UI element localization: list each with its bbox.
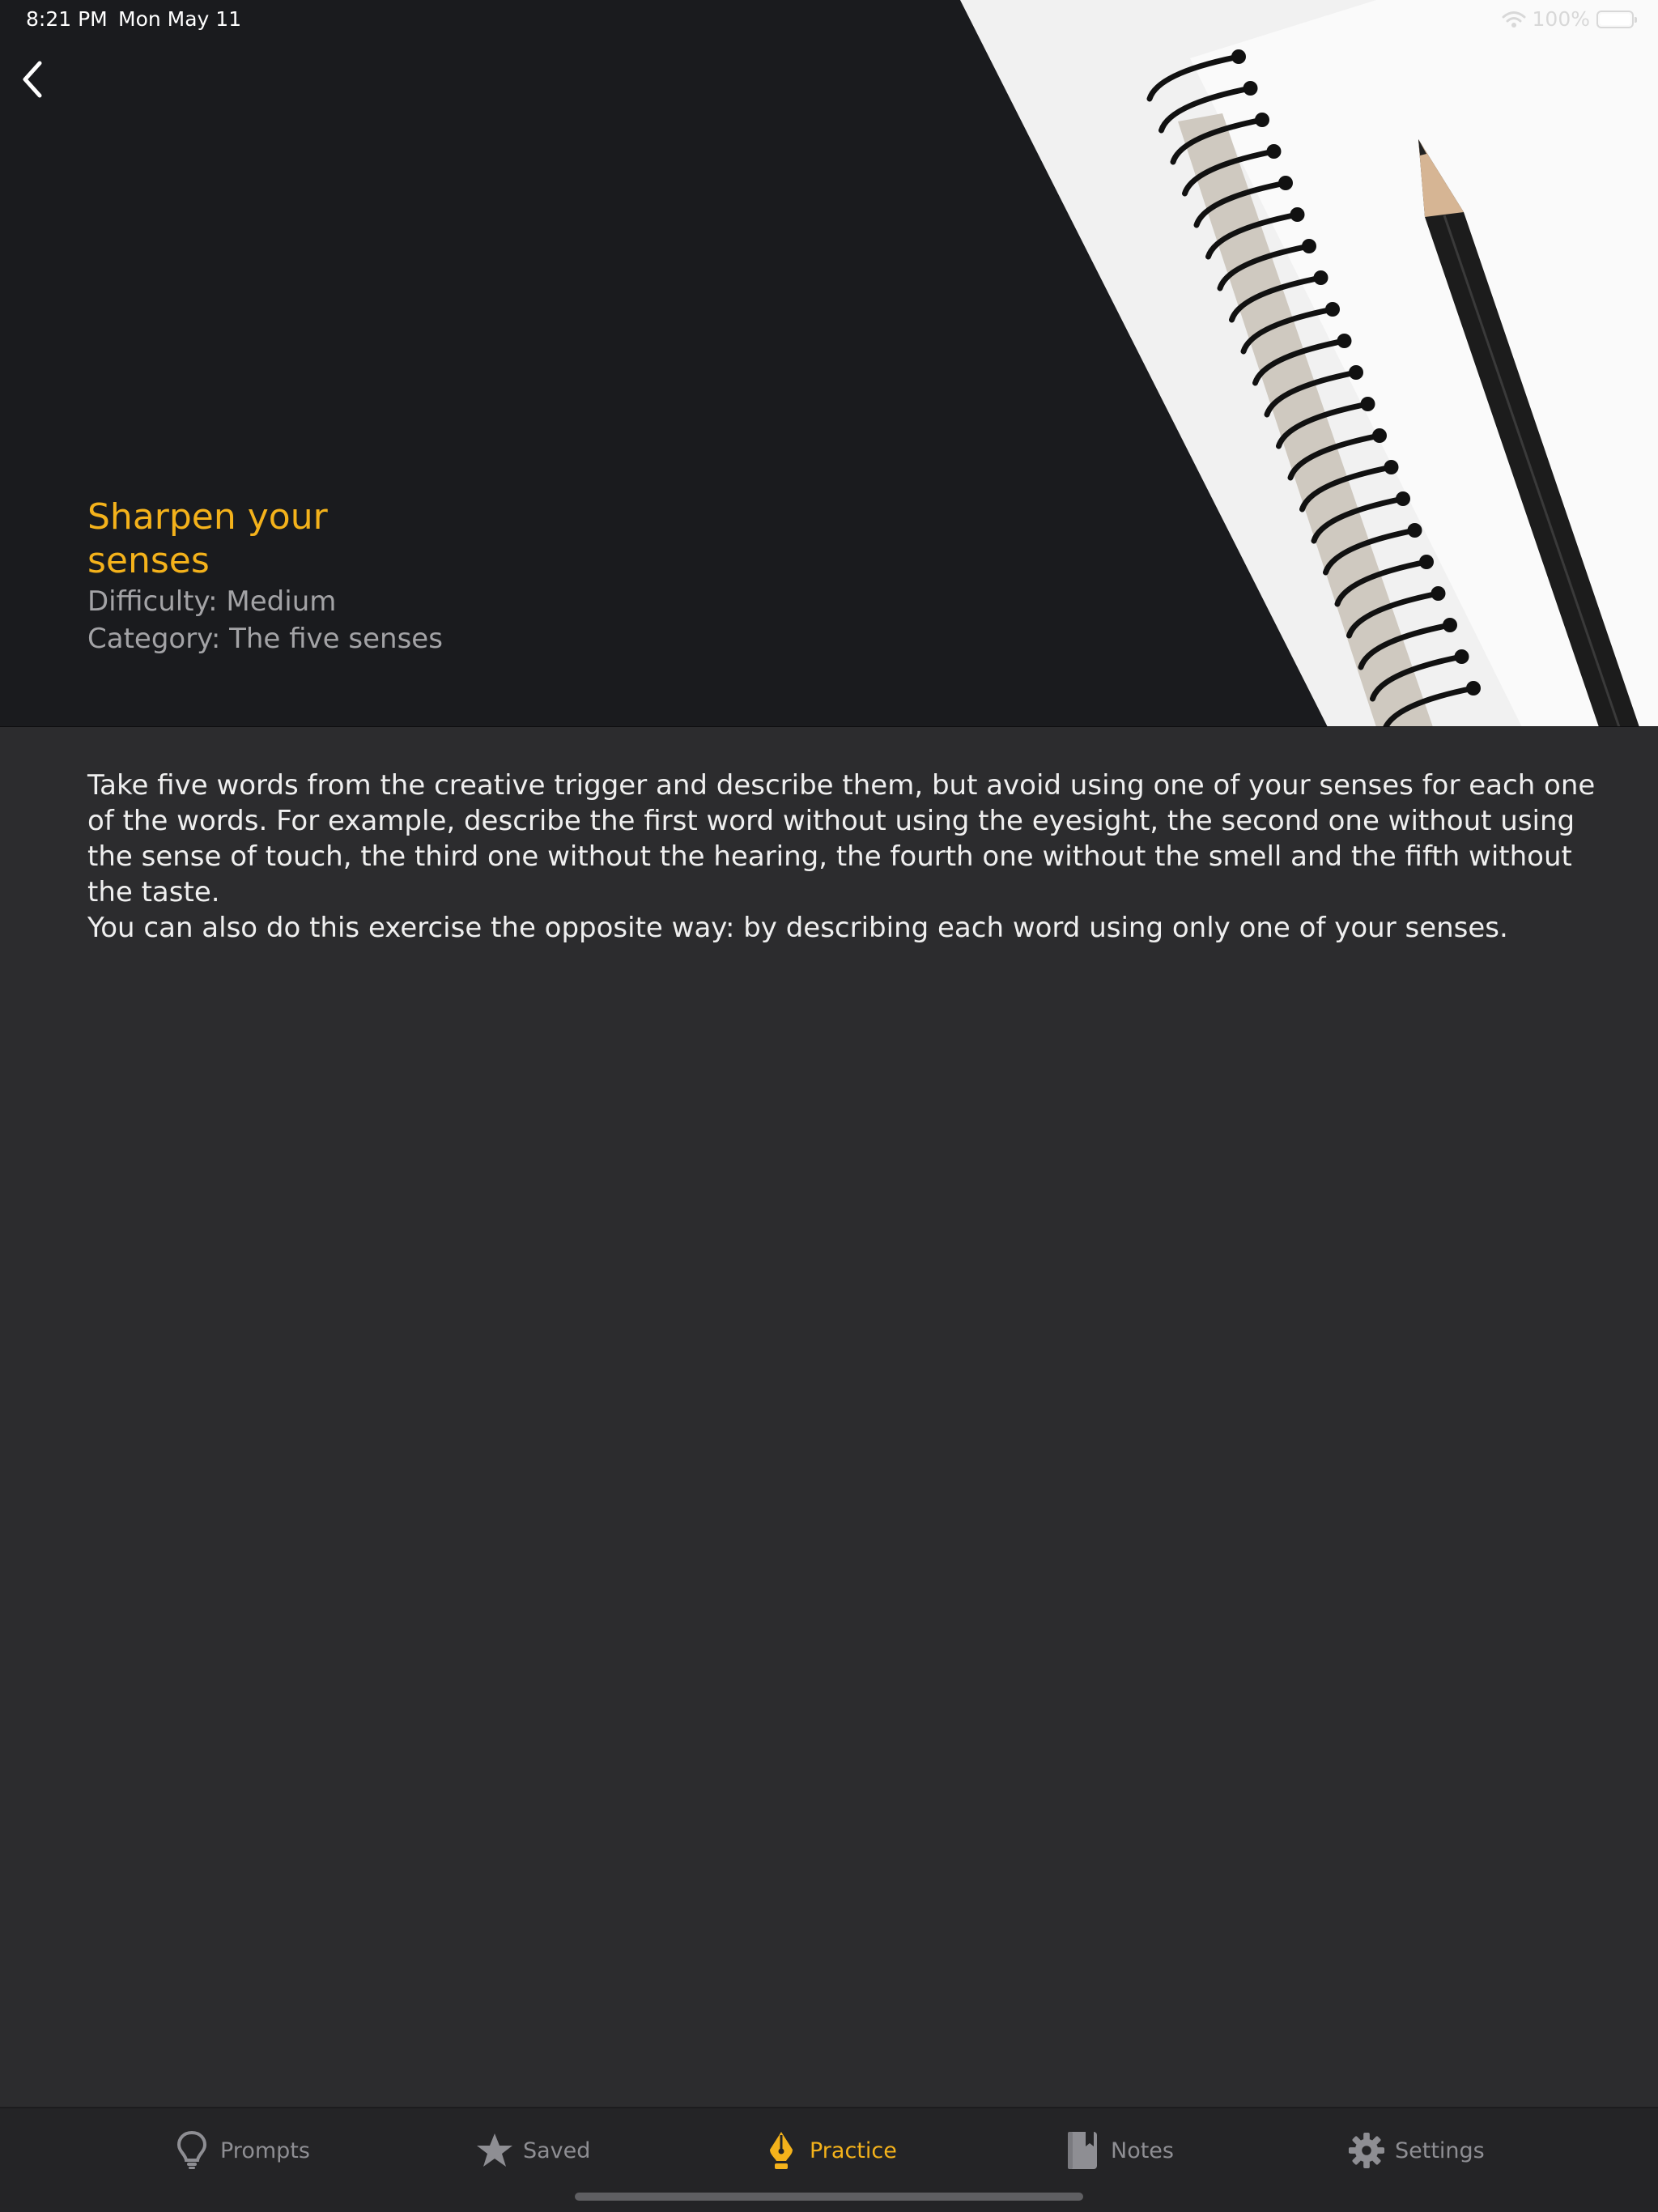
- spiral-hole: [1290, 207, 1305, 222]
- spiral-hole: [1349, 365, 1363, 380]
- battery-percentage: 100%: [1532, 7, 1590, 31]
- category-label: Category: The five senses: [87, 623, 443, 655]
- spiral-hole: [1455, 649, 1469, 664]
- status-time: 8:21 PM: [26, 7, 108, 31]
- header-divider: [0, 726, 1658, 727]
- spiral-hole: [1419, 555, 1434, 569]
- spiral-hole: [1278, 176, 1293, 190]
- tab-label: Saved: [523, 2138, 591, 2163]
- status-bar: [0, 0, 1658, 37]
- title-block: [87, 496, 443, 657]
- spiral-hole: [1302, 239, 1316, 253]
- spiral-hole: [1255, 113, 1269, 127]
- home-indicator[interactable]: [575, 2193, 1083, 2201]
- difficulty-label: Difficulty: Medium: [87, 585, 337, 618]
- page-title: Sharpen your senses: [87, 496, 328, 581]
- chevron-left-icon: [20, 60, 45, 99]
- spiral-hole: [1408, 523, 1422, 538]
- tab-notes[interactable]: [1064, 2126, 1174, 2175]
- spiral-hole: [1431, 586, 1446, 601]
- battery-icon: [1596, 11, 1634, 28]
- tab-label: Settings: [1395, 2138, 1485, 2163]
- tab-label: Prompts: [220, 2138, 310, 2163]
- spiral-hole: [1244, 81, 1258, 96]
- status-indicators: [1502, 7, 1634, 31]
- tab-settings[interactable]: [1348, 2126, 1485, 2175]
- gear-icon: [1348, 2130, 1385, 2171]
- spiral-hole: [1396, 491, 1410, 506]
- spiral-hole: [1372, 428, 1387, 443]
- tab-bar: [0, 2107, 1658, 2212]
- tab-saved[interactable]: [476, 2126, 590, 2175]
- spiral-hole: [1231, 49, 1246, 64]
- spiral-hole: [1267, 144, 1282, 159]
- spiral-hole: [1443, 618, 1457, 632]
- battery-level: [1600, 14, 1630, 25]
- header: [0, 0, 1658, 727]
- tab-prompts[interactable]: [173, 2126, 310, 2175]
- description-paragraph: Take five words from the creative trigger and describe them, but avoid using one of your senses for each one of the words. For example, describe the first word without using the eyesight, the second one without using the sense of touch, the third one without the hearing, the fourth one without the smell and the fifth without the taste.: [87, 769, 1596, 908]
- description-paragraph: You can also do this exercise the opposite way: by describing each word using only one of your senses.: [87, 912, 1508, 944]
- spiral-hole: [1314, 270, 1329, 285]
- status-date: Mon May 11: [118, 7, 242, 31]
- tab-label: Practice: [810, 2138, 897, 2163]
- pen-nib-icon: [763, 2130, 800, 2171]
- spiral-hole: [1466, 681, 1481, 696]
- lightbulb-icon: [173, 2130, 210, 2171]
- spiral-hole: [1337, 334, 1352, 348]
- wifi-icon: [1502, 11, 1526, 28]
- spiral-hole: [1384, 460, 1399, 474]
- tab-practice[interactable]: [763, 2126, 897, 2175]
- spiral-hole: [1361, 397, 1375, 411]
- notebook-icon: [1064, 2130, 1101, 2171]
- tab-label: Notes: [1111, 2138, 1174, 2163]
- exercise-description: [87, 768, 1609, 946]
- back-button[interactable]: [15, 57, 50, 102]
- spiral-hole: [1325, 302, 1340, 317]
- star-icon: [476, 2130, 513, 2171]
